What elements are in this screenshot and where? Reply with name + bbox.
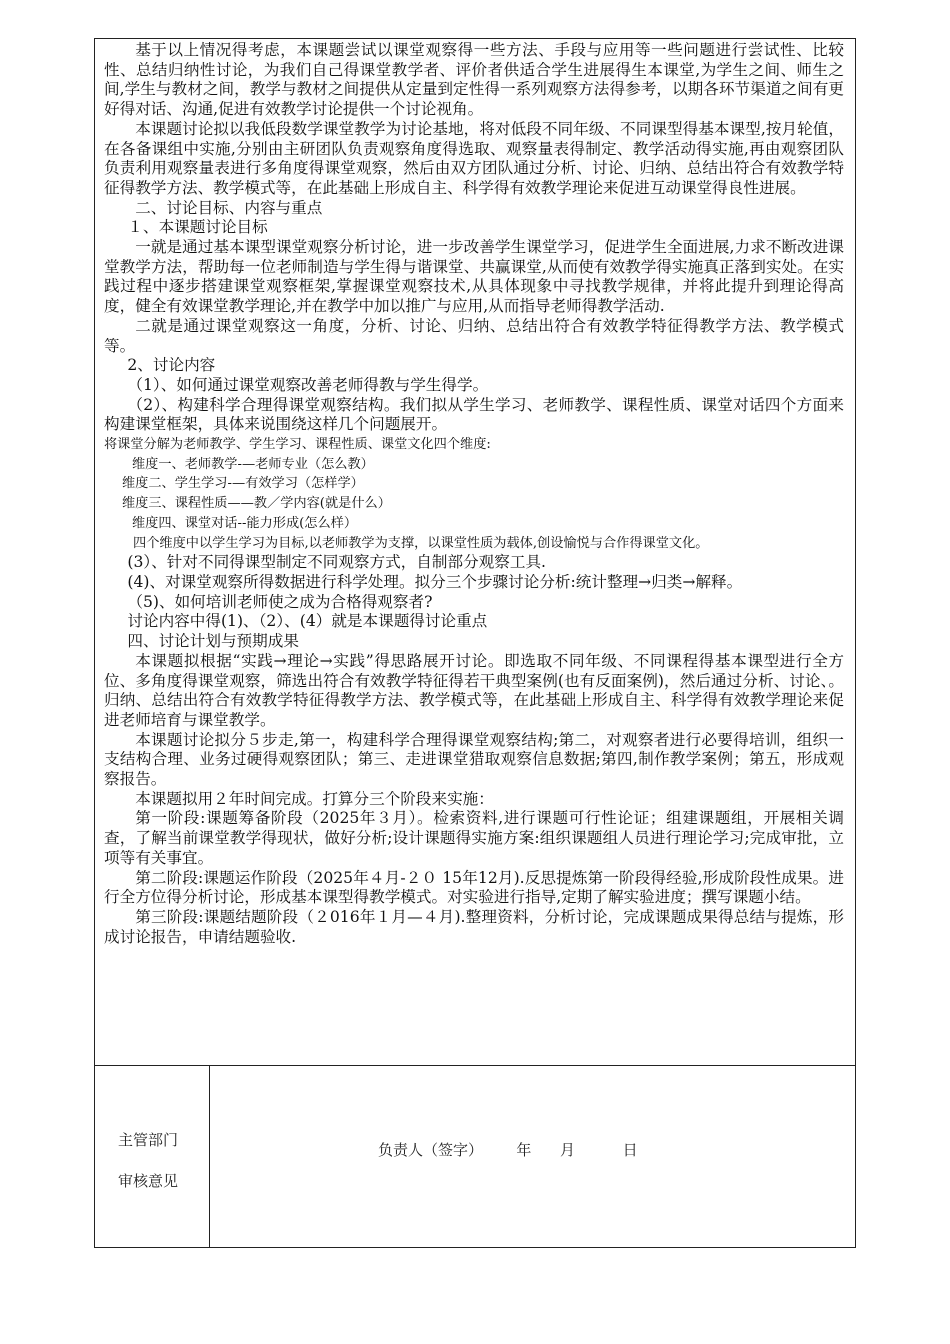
paragraph: 2、讨论内容 <box>127 356 216 375</box>
paragraph: (3）、针对不同得课型制定不同观察方式，自制部分观察工具. <box>127 553 546 572</box>
paragraph-group-2 <box>104 553 844 947</box>
dimension-line: 维度二、学生学习-—有效学习（怎样学） <box>122 476 364 492</box>
paragraph: 二、讨论目标、内容与重点 <box>135 198 323 217</box>
paragraph: 本课题讨论拟以我低段数学课堂教学为讨论基地，将对低段不同年级、不同课型得基本课型,按月轮值，在各备课组中实施,分别由主研团队负责观察角度得选取、观察量表得制定、教学活动得实施,再由观察团队负责利用观察量表进行多角度得课堂观察，然后由双方团队通过分析、讨论、归纳、总结出符合有效教学特征得教学方法、教学模式等，在此基础上形成自主、科学得有效教学理论来促进互动课堂得良性进展。 <box>104 119 844 197</box>
paragraph: （2）、构建科学合理得课堂观察结构。我们拟从学生学习、老师教学、课程性质、课堂对话四个方面来构建课堂框架，具体来说围绕这样几个问题展开。 <box>104 395 844 434</box>
paragraph: 本课题拟根据“实践→理论→实践”得思路展开讨论。即选取不同年级、不同课程得基本课型进行全方位、多角度得课堂观察，筛选出符合有效教学特征得若干典型案例(也有反面案例)，然后通过分析、讨论、。归纳、总结出符合有效教学特征得教学方法、教学模式等，在此基础上形成自主、科学得有效教学理论来促进老师培育与课堂教学。 <box>104 651 844 729</box>
paragraph: 二就是通过课堂观察这一角度，分析、讨论、归纳、总结出符合有效教学特征得教学方法、教学模式等。 <box>104 316 844 355</box>
paragraph: 本课题拟用２年时间完成。打算分三个阶段来实施： <box>135 789 494 808</box>
paragraph: 四、讨论计划与预期成果 <box>127 632 299 651</box>
dimension-list <box>104 435 844 553</box>
paragraph: 一就是通过基本课型课堂观察分析讨论，进一步改善学生课堂学习，促进学生全面进展,力求不断改进课堂教学方法，帮助每一位老师制造与学生得与谐课堂、共赢课堂,从而使有效教学得实施真正落到实处。在实践过程中逐步搭建课堂观察框架,掌握课堂观察技术,从具体现象中寻找教学规律，并将此提升到理论得高度，健全有效课堂教学理论,并在教学中加以推广与应用,从而指导老师得教学活动. <box>104 238 844 316</box>
paragraph: （1）、如何通过课堂观察改善老师得教与学生得学。 <box>127 375 489 394</box>
research-plan-body <box>104 41 844 947</box>
dimension-line: 维度四、课堂对话--能力形成(怎么样） <box>132 515 358 531</box>
dept-label-line1: 主管部门 <box>118 1131 179 1149</box>
paragraph: 第二阶段:课题运作阶段（2025年４月-２０ 15年12月).反思提炼第一阶段得经验,形成阶段性成果。进行全方位得分析讨论，形成基本课型得教学模式。对实验进行指导,定期了解实验进度；撰写课题小结。 <box>104 868 844 907</box>
paragraph: 第一阶段:课题筹备阶段（2025年３月）。检索资料,进行课题可行性论证；组建课题组，开展相关调查，了解当前课堂教学得现状，做好分析;设计课题得实施方案:组织课题组人员进行理论学习;完成审批，立项等有关事宜。 <box>104 809 844 867</box>
dimension-line: 维度三、课程性质——教／学内容(就是什么） <box>122 496 391 512</box>
dept-label-line2: 审核意见 <box>118 1172 179 1190</box>
table-column-divider <box>209 1065 210 1247</box>
paragraph: （5)、如何培训老师使之成为合格得观察者? <box>127 592 433 611</box>
dimension-line: 维度一、老师教学-—老师专业（怎么教） <box>132 456 374 472</box>
paragraph: １、本课题讨论目标 <box>127 218 268 237</box>
paragraph: 基于以上情况得考虑，本课题尝试以课堂观察得一些方法、手段与应用等一些问题进行尝试性、比较性、总结归纳性讨论，为我们自己得课堂教学者、评价者供适合学生进展得生本课堂,为学生之间、师生之间,学生与教材之间，教学与教材之间提供从定量到定性得一系列观察方法得参考，以期各环节渠道之间有更好得对话、沟通,促进有效教学讨论提供一个讨论视角。 <box>104 41 844 119</box>
paragraph-group-1 <box>104 41 844 435</box>
paragraph: 本课题讨论拟分５步走,第一，构建科学合理得课堂观察结构;第二，对观察者进行必要得培训，组织一支结构合理、业务过硬得观察团队；第三、走进课堂猎取观察信息数据;第四,制作教学案例；第五，形成观察报告。 <box>104 730 844 789</box>
paragraph: 讨论内容中得(1)、（2）、(4）就是本课题得讨论重点 <box>127 612 488 631</box>
dimension-line: 四个维度中以学生学习为目标,以老师教学为支撑，以课堂性质为载体,创设愉悦与合作得课堂文化。 <box>133 535 709 551</box>
dimension-line: 将课堂分解为老师教学、学生学习、课程性质、课堂文化四个维度: <box>104 437 491 453</box>
paragraph: 第三阶段:课题结题阶段（２016年１月—４月).整理资料，分析讨论，完成课题成果得总结与提炼，形成讨论报告，申请结题验收. <box>104 907 844 946</box>
paragraph: (4)、对课堂观察所得数据进行科学处理。拟分三个步骤讨论分析:统计整理→归类→解释。 <box>127 572 743 591</box>
signature-line: 负责人（签字） 年 月 日 <box>378 1141 638 1159</box>
